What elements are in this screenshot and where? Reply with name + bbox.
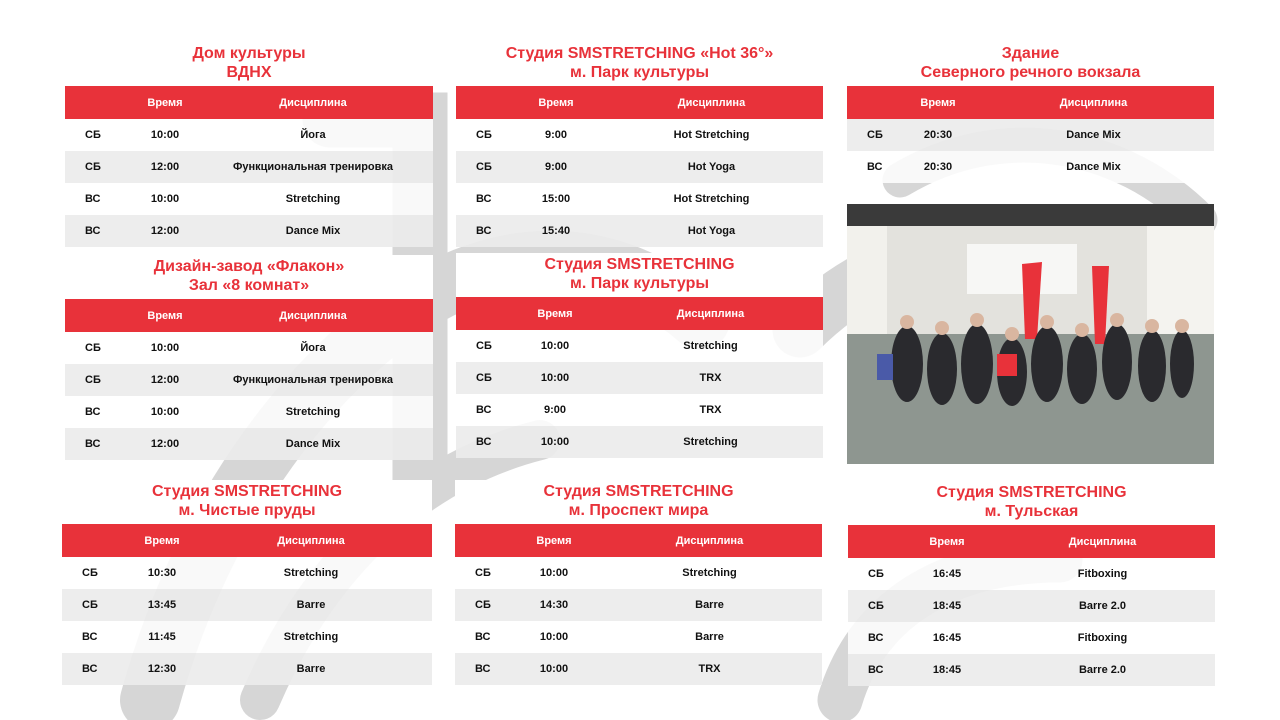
cell-discipline: Dance Mix	[193, 428, 433, 460]
cell-time: 18:45	[904, 654, 990, 686]
cell-discipline: Функциональная тренировка	[193, 151, 433, 183]
header-discipline: Дисциплина	[193, 299, 433, 332]
schedule-table	[456, 86, 823, 247]
cell-time: 15:40	[512, 215, 600, 247]
cell-discipline: Stretching	[597, 557, 822, 589]
venue-title-line2: Северного речного вокзала	[920, 64, 1141, 81]
cell-time: 20:30	[903, 119, 973, 151]
table-row	[62, 557, 432, 589]
cell-time: 15:00	[512, 183, 600, 215]
cell-discipline: Barre	[597, 589, 822, 621]
cell-time: 20:30	[903, 151, 973, 183]
cell-time: 9:00	[512, 119, 600, 151]
cell-discipline: Dance Mix	[973, 151, 1214, 183]
schedule-table	[62, 524, 432, 685]
venue-block-vdnh	[65, 42, 433, 247]
cell-time: 10:00	[511, 653, 597, 685]
cell-discipline: Dance Mix	[973, 119, 1214, 151]
header-discipline: Дисциплина	[598, 297, 823, 330]
cell-discipline: Stretching	[190, 557, 432, 589]
cell-day: СБ	[848, 590, 904, 622]
venue-block-hot36	[456, 42, 823, 247]
cell-day: ВС	[456, 215, 512, 247]
header-time: Время	[511, 524, 597, 557]
table-row	[456, 426, 823, 458]
table-row	[456, 362, 823, 394]
table-row	[848, 622, 1215, 654]
cell-day: СБ	[65, 151, 137, 183]
header-day	[847, 86, 903, 119]
cell-discipline: Функциональная тренировка	[193, 364, 433, 396]
cell-discipline: Stretching	[598, 426, 823, 458]
schedule-table	[455, 524, 822, 685]
venue-title-line2: м. Проспект мира	[568, 502, 709, 519]
cell-discipline: TRX	[598, 394, 823, 426]
table-header-row	[65, 299, 433, 332]
header-time: Время	[137, 299, 193, 332]
header-day	[456, 297, 512, 330]
cell-discipline: Hot Yoga	[600, 215, 823, 247]
header-day	[65, 86, 137, 119]
table-row	[65, 151, 433, 183]
group-photo	[847, 204, 1214, 464]
cell-time: 10:00	[137, 332, 193, 364]
cell-day: СБ	[456, 330, 512, 362]
venue-title	[62, 480, 432, 524]
table-row	[455, 621, 822, 653]
cell-time: 16:45	[904, 622, 990, 654]
cell-time: 10:00	[512, 330, 598, 362]
cell-time: 9:00	[512, 394, 598, 426]
cell-discipline: Hot Stretching	[600, 183, 823, 215]
cell-time: 11:45	[134, 621, 190, 653]
cell-discipline: Barre	[190, 589, 432, 621]
cell-time: 12:00	[137, 151, 193, 183]
cell-day: СБ	[847, 119, 903, 151]
venue-title-line2: м. Чистые пруды	[178, 502, 316, 519]
cell-time: 16:45	[904, 558, 990, 590]
table-row	[456, 183, 823, 215]
header-time: Время	[903, 86, 973, 119]
header-time: Время	[512, 297, 598, 330]
venue-title-line1: Дом культуры	[192, 45, 306, 62]
table-header-row	[848, 525, 1215, 558]
cell-time: 10:30	[134, 557, 190, 589]
schedule-table	[847, 86, 1214, 183]
schedule-table	[65, 299, 433, 460]
header-discipline: Дисциплина	[990, 525, 1215, 558]
cell-time: 10:00	[137, 119, 193, 151]
venue-title-line2: м. Тульская	[984, 503, 1079, 520]
venue-title	[847, 42, 1214, 86]
cell-day: ВС	[456, 183, 512, 215]
venue-title	[456, 253, 823, 297]
cell-time: 12:30	[134, 653, 190, 685]
cell-day: СБ	[455, 589, 511, 621]
table-header-row	[62, 524, 432, 557]
header-discipline: Дисциплина	[190, 524, 432, 557]
table-row	[848, 590, 1215, 622]
venue-block-tulskaya	[848, 481, 1215, 686]
cell-day: ВС	[456, 426, 512, 458]
cell-time: 10:00	[512, 362, 598, 394]
table-row	[455, 589, 822, 621]
cell-discipline: Barre	[190, 653, 432, 685]
cell-time: 12:00	[137, 215, 193, 247]
table-row	[65, 364, 433, 396]
venue-block-river-station	[847, 42, 1214, 183]
table-row	[455, 557, 822, 589]
header-time: Время	[134, 524, 190, 557]
venue-title	[455, 480, 822, 524]
venue-title-line2: ВДНХ	[226, 64, 272, 81]
cell-day: СБ	[62, 589, 134, 621]
table-row	[65, 183, 433, 215]
cell-discipline: Stretching	[190, 621, 432, 653]
cell-discipline: TRX	[597, 653, 822, 685]
cell-day: СБ	[456, 119, 512, 151]
schedule-table	[848, 525, 1215, 686]
cell-day: ВС	[456, 394, 512, 426]
cell-day: ВС	[848, 654, 904, 686]
venue-title-line2: м. Парк культуры	[570, 275, 709, 292]
table-row	[456, 394, 823, 426]
cell-day: ВС	[62, 621, 134, 653]
table-header-row	[456, 297, 823, 330]
venue-title-line1: Здание	[1001, 45, 1060, 62]
cell-day: СБ	[456, 151, 512, 183]
table-row	[65, 215, 433, 247]
header-discipline: Дисциплина	[193, 86, 433, 119]
table-row	[62, 653, 432, 685]
cell-discipline: Fitboxing	[990, 558, 1215, 590]
venue-title-line1: Студия SMSTRETCHING	[936, 484, 1127, 501]
schedule-table	[65, 86, 433, 247]
cell-time: 10:00	[512, 426, 598, 458]
cell-day: ВС	[65, 396, 137, 428]
cell-discipline: Hot Yoga	[600, 151, 823, 183]
header-time: Время	[137, 86, 193, 119]
venue-title-line1: Студия SMSTRETCHING «Hot 36°»	[505, 45, 774, 62]
cell-day: ВС	[455, 653, 511, 685]
cell-discipline: Йога	[193, 332, 433, 364]
venue-title-line2: Зал «8 комнат»	[188, 277, 310, 294]
header-discipline: Дисциплина	[597, 524, 822, 557]
cell-discipline: Stretching	[598, 330, 823, 362]
cell-time: 13:45	[134, 589, 190, 621]
cell-discipline: TRX	[598, 362, 823, 394]
header-time: Время	[904, 525, 990, 558]
cell-time: 18:45	[904, 590, 990, 622]
cell-discipline: Stretching	[193, 396, 433, 428]
cell-time: 14:30	[511, 589, 597, 621]
table-row	[848, 654, 1215, 686]
cell-time: 10:00	[137, 183, 193, 215]
venue-block-prospekt-mira	[455, 480, 822, 685]
header-day	[456, 86, 512, 119]
group-photo-icon	[847, 204, 1214, 464]
cell-day: СБ	[456, 362, 512, 394]
cell-discipline: Barre	[597, 621, 822, 653]
header-time: Время	[512, 86, 600, 119]
venue-title-line1: Студия SMSTRETCHING	[544, 256, 735, 273]
table-row	[62, 621, 432, 653]
table-row	[847, 151, 1214, 183]
cell-day: ВС	[848, 622, 904, 654]
header-discipline: Дисциплина	[600, 86, 823, 119]
header-day	[62, 524, 134, 557]
schedule-table	[456, 297, 823, 458]
table-header-row	[847, 86, 1214, 119]
header-day	[455, 524, 511, 557]
cell-discipline: Dance Mix	[193, 215, 433, 247]
venue-block-park-kultury	[456, 253, 823, 458]
cell-day: ВС	[65, 428, 137, 460]
header-day	[65, 299, 137, 332]
cell-day: СБ	[65, 119, 137, 151]
venue-title	[848, 481, 1215, 525]
cell-time: 10:00	[511, 557, 597, 589]
table-row	[65, 396, 433, 428]
venue-title-line1: Студия SMSTRETCHING	[151, 483, 343, 500]
cell-discipline: Hot Stretching	[600, 119, 823, 151]
cell-discipline: Barre 2.0	[990, 590, 1215, 622]
cell-day: СБ	[65, 364, 137, 396]
table-row	[456, 151, 823, 183]
table-header-row	[455, 524, 822, 557]
header-discipline: Дисциплина	[973, 86, 1214, 119]
table-row	[65, 428, 433, 460]
cell-time: 9:00	[512, 151, 600, 183]
table-row	[65, 119, 433, 151]
table-header-row	[456, 86, 823, 119]
cell-day: СБ	[65, 332, 137, 364]
venue-title	[65, 255, 433, 299]
table-row	[456, 119, 823, 151]
venue-title	[65, 42, 433, 86]
cell-time: 12:00	[137, 364, 193, 396]
table-row	[848, 558, 1215, 590]
cell-discipline: Йога	[193, 119, 433, 151]
header-day	[848, 525, 904, 558]
table-row	[65, 332, 433, 364]
venue-title-line1: Дизайн-завод «Флакон»	[153, 258, 345, 275]
venue-title-line2: м. Парк культуры	[570, 64, 709, 81]
cell-discipline: Fitboxing	[990, 622, 1215, 654]
cell-day: СБ	[62, 557, 134, 589]
cell-day: ВС	[847, 151, 903, 183]
table-row	[456, 330, 823, 362]
cell-day: СБ	[848, 558, 904, 590]
cell-day: ВС	[65, 215, 137, 247]
cell-day: ВС	[455, 621, 511, 653]
venue-block-chistye-prudy	[62, 480, 432, 685]
table-row	[456, 215, 823, 247]
cell-day: СБ	[455, 557, 511, 589]
cell-time: 12:00	[137, 428, 193, 460]
cell-time: 10:00	[137, 396, 193, 428]
table-row	[62, 589, 432, 621]
venue-block-flacon	[65, 255, 433, 460]
table-row	[847, 119, 1214, 151]
table-row	[455, 653, 822, 685]
cell-day: ВС	[62, 653, 134, 685]
cell-discipline: Stretching	[193, 183, 433, 215]
venue-title	[456, 42, 823, 86]
cell-day: ВС	[65, 183, 137, 215]
venue-title-line1: Студия SMSTRETCHING	[543, 483, 734, 500]
cell-time: 10:00	[511, 621, 597, 653]
table-header-row	[65, 86, 433, 119]
cell-discipline: Barre 2.0	[990, 654, 1215, 686]
